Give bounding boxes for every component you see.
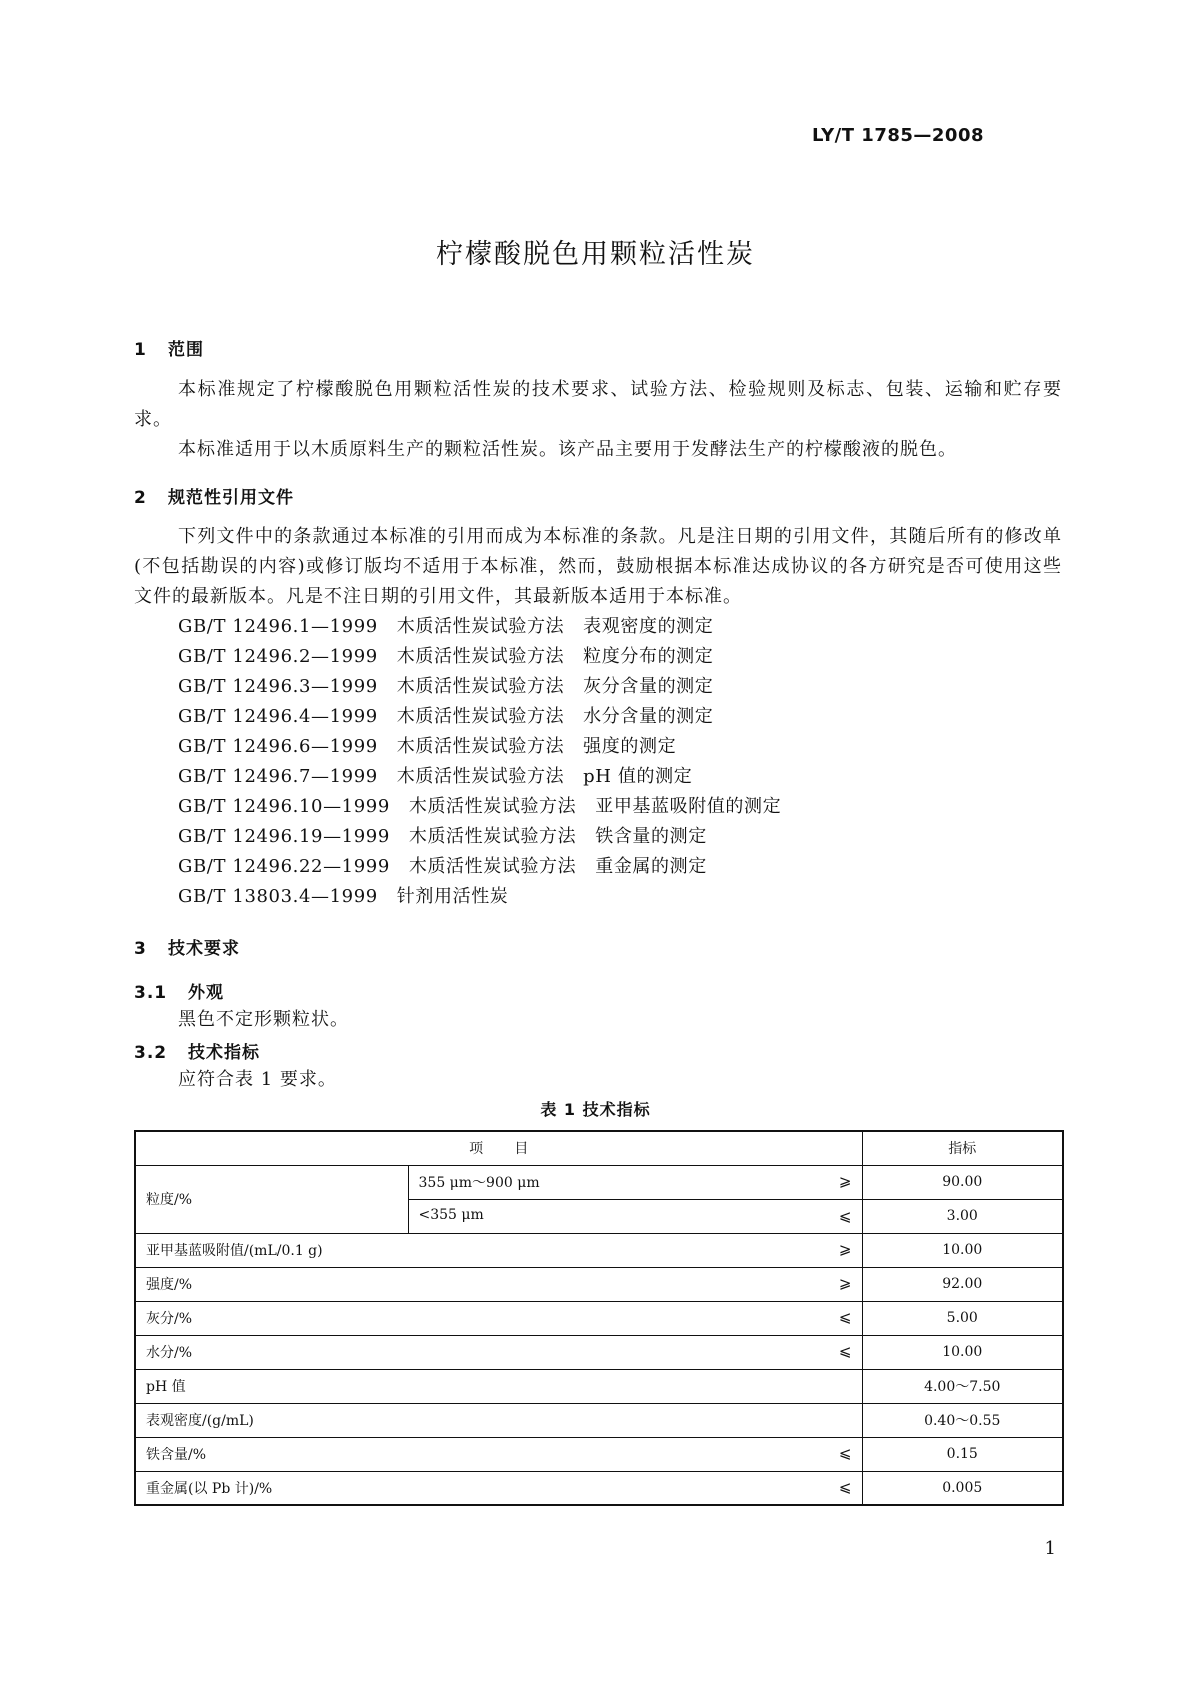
- row-value: 10.00: [862, 1335, 1063, 1369]
- row-value: 90.00: [862, 1165, 1063, 1199]
- label-text: 表观密度/(g/mL): [146, 1413, 254, 1429]
- subsection-3-1-heading: [134, 978, 224, 1003]
- subitem-text: 355 μm～900 μm: [418, 1175, 540, 1191]
- label-text: 灰分/%: [146, 1311, 193, 1327]
- reference-item: GB/T 12496.2—1999 木质活性炭试验方法 粒度分布的测定: [178, 646, 714, 667]
- row-label: [135, 1369, 862, 1403]
- subsection-number: 3.2: [134, 1043, 168, 1063]
- label-text: 铁含量/%: [146, 1447, 207, 1463]
- references-intro: 下列文件中的条款通过本标准的引用而成为本标准的条款。凡是注日期的引用文件，其随后所有的修改单(不包括勘误的内容)或修订版均不适用于本标准，然而，鼓励根据本标准达成协议的各方研究是否可使用这些文件的最新版本。凡是不注日期的引用文件，其最新版本适用于本标准。: [134, 526, 1062, 607]
- reference-item: GB/T 12496.7—1999 木质活性炭试验方法 pH 值的测定: [178, 766, 693, 787]
- row-subitem: [408, 1199, 862, 1233]
- comparison-symbol: ⩾: [838, 1240, 852, 1258]
- table-row: [135, 1233, 1063, 1267]
- label-text: 重金属(以 Pb 计)/%: [146, 1480, 273, 1497]
- subsection-title: 外观: [188, 983, 224, 1003]
- appearance-text: 黑色不定形颗粒状。: [178, 1009, 349, 1030]
- reference-item: GB/T 12496.10—1999 木质活性炭试验方法 亚甲基蓝吸附值的测定: [178, 796, 782, 817]
- document-title: 柠檬酸脱色用颗粒活性炭: [436, 239, 755, 270]
- table-header-row: [135, 1131, 1063, 1165]
- section-title: 技术要求: [168, 939, 240, 959]
- subsection-number: 3.1: [134, 983, 168, 1003]
- scope-paragraph-1: 本标准规定了柠檬酸脱色用颗粒活性炭的技术要求、试验方法、检验规则及标志、包装、运输和贮存要求。: [134, 379, 1062, 430]
- row-label: [135, 1301, 862, 1335]
- row-value: 10.00: [862, 1233, 1063, 1267]
- section-title: 范围: [168, 340, 204, 360]
- reference-item: GB/T 12496.22—1999 木质活性炭试验方法 重金属的测定: [178, 856, 707, 877]
- table-row: [135, 1301, 1063, 1335]
- reference-item: GB/T 12496.6—1999 木质活性炭试验方法 强度的测定: [178, 736, 677, 757]
- subsection-title: 技术指标: [188, 1043, 260, 1063]
- row-value: 0.005: [862, 1471, 1063, 1505]
- reference-item: GB/T 12496.1—1999 木质活性炭试验方法 表观密度的测定: [178, 616, 714, 637]
- comparison-symbol: ⩽: [838, 1342, 852, 1360]
- reference-item: GB/T 12496.19—1999 木质活性炭试验方法 铁含量的测定: [178, 826, 707, 847]
- comparison-symbol: ⩽: [838, 1477, 852, 1496]
- table-row: [135, 1267, 1063, 1301]
- row-value: 0.15: [862, 1437, 1063, 1471]
- row-value: 0.40～0.55: [862, 1403, 1063, 1437]
- reference-item: GB/T 12496.3—1999 木质活性炭试验方法 灰分含量的测定: [178, 676, 714, 697]
- row-label: [135, 1403, 862, 1437]
- reference-item: GB/T 12496.4—1999 木质活性炭试验方法 水分含量的测定: [178, 706, 714, 727]
- row-label: [135, 1335, 862, 1369]
- header-value: 指标: [862, 1131, 1063, 1165]
- row-label: [135, 1437, 862, 1471]
- row-label: [135, 1233, 862, 1267]
- table-row: [135, 1165, 1063, 1199]
- subitem-text: <355 μm: [418, 1207, 484, 1223]
- section-number: 3: [134, 939, 147, 959]
- reference-list: [178, 612, 781, 912]
- table-row: [135, 1437, 1063, 1471]
- label-text: pH 值: [146, 1379, 186, 1395]
- row-value: 92.00: [862, 1267, 1063, 1301]
- section-number: 2: [134, 488, 147, 508]
- label-text: 水分/%: [146, 1345, 193, 1361]
- section-1-heading: [134, 335, 204, 360]
- comparison-symbol: ⩽: [838, 1207, 852, 1225]
- row-label: [135, 1267, 862, 1301]
- comparison-symbol: ⩾: [838, 1172, 852, 1190]
- row-label: [135, 1471, 862, 1505]
- header-item: 项 目: [135, 1131, 862, 1165]
- row-value: 3.00: [862, 1199, 1063, 1233]
- section-title: 规范性引用文件: [168, 488, 294, 508]
- row-value: 5.00: [862, 1301, 1063, 1335]
- page-number: 1: [1044, 1538, 1056, 1559]
- specs-text: 应符合表 1 要求。: [178, 1069, 337, 1090]
- scope-paragraph-2: 本标准适用于以木质原料生产的颗粒活性炭。该产品主要用于发酵法生产的柠檬酸液的脱色。: [178, 439, 957, 460]
- standard-code: LY/T 1785—2008: [811, 125, 984, 146]
- comparison-symbol: ⩽: [838, 1308, 852, 1326]
- section-number: 1: [134, 340, 147, 360]
- comparison-symbol: ⩽: [838, 1444, 852, 1462]
- technical-specs-table: [134, 1130, 1064, 1506]
- row-value: 4.00～7.50: [862, 1369, 1063, 1403]
- section-2-heading: [134, 483, 294, 508]
- table-row: [135, 1369, 1063, 1403]
- comparison-symbol: ⩾: [838, 1274, 852, 1292]
- row-label: 粒度/%: [135, 1165, 408, 1233]
- table-row: [135, 1471, 1063, 1505]
- subsection-3-2-heading: [134, 1038, 260, 1063]
- label-text: 亚甲基蓝吸附值/(mL/0.1 g): [146, 1243, 323, 1259]
- row-subitem: [408, 1165, 862, 1199]
- reference-item: GB/T 13803.4—1999 针剂用活性炭: [178, 886, 509, 907]
- section-3-heading: [134, 934, 240, 959]
- table-row: [135, 1335, 1063, 1369]
- label-text: 强度/%: [146, 1277, 193, 1293]
- table-caption: 表 1 技术指标: [540, 1100, 651, 1119]
- table-row: [135, 1403, 1063, 1437]
